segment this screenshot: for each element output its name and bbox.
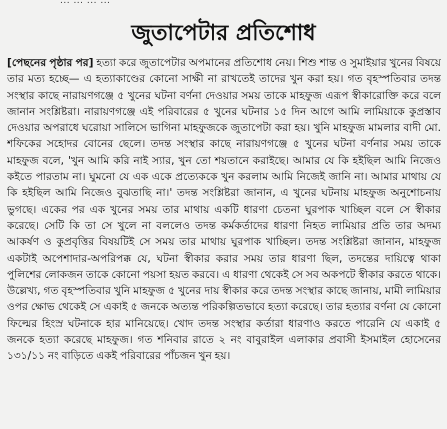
- article-headline: জুতাপেটার প্রতিশোধ: [131, 21, 316, 46]
- article-text: হত্যা করে জুতাপেটার অপমানের প্রতিশোধ নেয়। শিশু শান্ত ও সুমাইয়ার খুনের বিষয়ে তার মত্য হচ্ছে— এ হত্যাকাণ্ডের কোনো সাক্ষী না রাখতেই তাদের খুন করা হয়। গত বৃহস্পতিবার তদন্ত সংস্থার কাছে নারায়ণগঞ্জে ৫ খুনের ঘটনা বর্ণনা দেওয়ার সময় তাকে মাহফুজ এরূপ স্বীকারোক্তি করে বলে জানান সংশ্লিষ্টরা। নারায়ণগঞ্জে এই পরিবারের ৫ খুনের ঘটনার ১৫ দিন আগে আমি লামিয়াকে কুপ্রস্তাব দেওয়ার অপরাধে ঘরোয়া সালিসে ভাগিনা মাহফুজকে জুতাপেটা করা হয়। খুনি মাহফুজ মামলার বাদী মো. শফিকের সহোদর বোনের ছেলে। তদন্ত সংস্থার কাছে নারায়ণগঞ্জে ৫ খুনের ঘটনা বর্ণনার সময় তাকে মাহফুজ বলে, 'খুন আমি করি নাই স্যার, খুন তো শয়তানে করাইছে। আমার যে কি হইছিল আমি নিজেও কইতে পারতাম না। ঘুমনো যে এক একে প্রত্যেককে খুন করলাম আমি নিজেই জানি না। আমার মাথায় যে কি হইছিল আমি নিজেও বুঝতাছি না।' তদন্ত সংশ্লিষ্টরা জানান, এ খুনের ঘটনায় মাহফুজ অনুশোচনায় ভুগছে। একের পর এক খুনের সময় তার মাথায় একটি ধারণা চেতনা ঘুরপাক খাচ্ছিল বলে সে স্বীকার করেছে। সেটি কি তা সে খুলে না বললেও তদন্ত কর্মকর্তাদের ধারণা নিহত লামিয়ার প্রতি তার অদম্য আকর্ষণ ও কুপ্রবৃত্তির বিষয়টিই সে সময় তার মাথায় ঘুরপাক খাচ্ছিল। তদন্ত সংশ্লিষ্টরা জানান, মাহফুজ একটাই অপেশাদার-অপরিপক্ক যে, ঘটনা স্বীকার করার সময় তার ধারণা ছিল, তদন্তের দায়িত্বে থাকা পুলিশের লোকজন তাকে কোনো পয়সা হয়ত করবে। এ ধারণা থেকেই সে সব অকপটে স্বীকার করতে থাকে। উল্লেখ্য, গত বৃহস্পতিবার খুনি মাহফুজ ৫ খুনের দায় স্বীকার করে তদন্ত সংস্থার কাছে জানায়, মামী লামিয়ার ওপর ক্ষোভ থেকেই সে একাই ৫ জনকে অত্যন্ত পরিকল্পিতভাবে হত্যা করেছে। তার হত্যার বর্ণনা যে কোনো ফিল্মের হিংস্র ঘটনাকে হার মানিয়েছে। খোদ তদন্ত সংস্থার কর্তারা ধারণাও করতে পারেনি যে একাই ৫ জনকে হত্যা করেছে মাহফুজ। গত শনিবার রাতে ২ নং বাবুরাইল এলাকার প্রবাসী ইসমাইল হোসেনের ১৩১/১১ নং বাড়িতে একই পরিবারের পাঁচজন খুন হয়।: [7, 57, 441, 363]
- previous-article-strip: [0, 0, 447, 8]
- continuation-label: [পেছনের পৃষ্ঠার পর]: [7, 57, 94, 69]
- previous-article-text: ... ... ... ...: [60, 0, 111, 6]
- article-body: [7, 55, 441, 427]
